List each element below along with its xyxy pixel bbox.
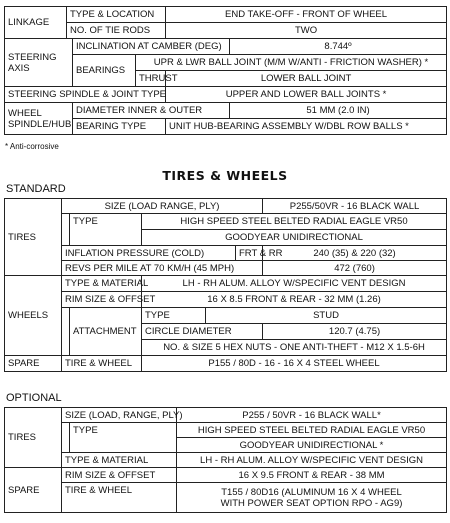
type-location-label: TYPE & LOCATION — [67, 7, 166, 23]
std-type-material-label: TYPE & MATERIAL — [62, 276, 142, 292]
steering-axis-label-line-1: STEERING — [8, 51, 57, 63]
opt-tire-wheel-label: TIRE & WHEEL — [62, 483, 177, 513]
standard-spec-table — [4, 198, 447, 372]
opt-rim-label: RIM SIZE & OFFSET — [62, 468, 177, 483]
inclination-label: INCLINATION AT CAMBER (DEG) — [73, 39, 230, 55]
std-inflation-label: INFLATION PRESSURE (COLD) — [62, 246, 236, 261]
std-circle-label: CIRCLE DIAMETER — [142, 324, 263, 340]
std-size-value: P255/50VR - 16 BLACK WALL — [263, 199, 447, 214]
opt-type-value-2: GOODYEAR UNIDIRECTIONAL * — [177, 438, 447, 453]
wheel-spindle-hub-label — [5, 103, 73, 135]
anti-corrosive-note: * Anti-corrosive — [5, 142, 59, 151]
opt-size-label: SIZE (LOAD, RANGE, PLY) — [62, 408, 177, 423]
thrust-label: THRUST — [136, 71, 166, 87]
std-spare-value: P155 / 80D - 16 - 16 X 4 STEEL WHEEL — [142, 356, 447, 372]
bearings-label: BEARINGS — [73, 55, 136, 87]
upr-lwr-value: UPR & LWR BALL JOINT (M/M W/ANTI - FRICTION WASHER) * — [136, 55, 447, 71]
opt-type-value-1: HIGH SPEED STEEL BELTED RADIAL EAGLE VR50 — [177, 423, 447, 438]
std-att-type-label: TYPE — [142, 308, 206, 324]
std-tires-label: TIRES — [5, 199, 62, 276]
std-rim-value: 16 X 8.5 FRONT & REAR - 32 MM (1.26) — [142, 292, 447, 308]
std-spare-label: SPARE — [5, 356, 62, 372]
std-att-type-value: STUD — [206, 308, 447, 324]
std-attachment-spacer — [62, 308, 70, 356]
opt-type-material-label: TYPE & MATERIAL — [62, 453, 177, 468]
opt-type-label: TYPE — [70, 423, 177, 453]
bearing-type-label: BEARING TYPE — [73, 119, 166, 135]
type-location-value: END TAKE-OFF - FRONT OF WHEEL — [166, 7, 447, 23]
steering-axis-label — [5, 39, 73, 87]
opt-type-spacer — [62, 423, 70, 453]
optional-section-label: OPTIONAL — [6, 392, 62, 404]
std-inflation-value: 240 (35) & 220 (32) — [263, 246, 447, 261]
std-circle-value: 120.7 (4.75) — [263, 324, 447, 340]
std-type-value-1: HIGH SPEED STEEL BELTED RADIAL EAGLE VR50 — [142, 214, 447, 230]
thrust-value: LOWER BALL JOINT — [166, 71, 447, 87]
std-type-label: TYPE — [70, 214, 142, 246]
std-no-size-value: NO. & SIZE 5 HEX NUTS - ONE ANTI-THEFT - M12 X 1.5-6H — [142, 340, 447, 356]
opt-spare-value-line-2: WITH POWER SEAT OPTION RPO - AG9) — [220, 497, 403, 509]
opt-spare-value-line-1: T155 / 80D16 (ALUMINUM 16 X 4 WHEEL — [221, 486, 402, 498]
std-type-spacer — [62, 214, 70, 246]
bearing-type-value: UNIT HUB-BEARING ASSEMBLY W/DBL ROW BALLS * — [166, 119, 447, 135]
std-revs-label: REVS PER MILE AT 70 KM/H (45 MPH) — [62, 261, 263, 276]
spindle-joint-label: STEERING SPINDLE & JOINT TYPE — [5, 87, 166, 103]
steering-axis-label-line-2: AXIS — [8, 62, 30, 74]
diameter-label: DIAMETER INNER & OUTER — [73, 103, 230, 119]
wheel-label-line-2: SPINDLE/HUB — [8, 118, 72, 130]
tie-rods-value: TWO — [166, 23, 447, 39]
diameter-value: 51 MM (2.0 IN) — [230, 103, 447, 119]
std-type-material-value: LH - RH ALUM. ALLOY W/SPECIFIC VENT DESIGN — [142, 276, 447, 292]
linkage-label: LINKAGE — [5, 7, 67, 39]
std-rim-label: RIM SIZE & OFFSET — [62, 292, 142, 308]
std-wheels-label: WHEELS — [5, 276, 62, 356]
std-tire-wheel-label: TIRE & WHEEL — [62, 356, 142, 372]
std-revs-value: 472 (760) — [263, 261, 447, 276]
tires-wheels-heading: TIRES & WHEELS — [162, 168, 288, 183]
spindle-joint-value: UPPER AND LOWER BALL JOINTS * — [166, 87, 447, 103]
opt-size-value: P255 / 50VR - 16 BLACK WALL* — [177, 408, 447, 423]
steering-spec-table — [4, 6, 447, 135]
opt-tires-label: TIRES — [5, 408, 62, 468]
wheel-label-line-1: WHEEL — [8, 107, 42, 119]
optional-spec-table — [4, 407, 447, 513]
std-size-label: SIZE (LOAD RANGE, PLY) — [62, 199, 263, 214]
std-type-value-2: GOODYEAR UNIDIRECTIONAL — [142, 230, 447, 246]
opt-spare-label: SPARE — [5, 468, 62, 513]
tie-rods-label: NO. OF TIE RODS — [67, 23, 166, 39]
opt-rim-value: 16 X 9.5 FRONT & REAR - 38 MM — [177, 468, 447, 483]
opt-type-material-value: LH - RH ALUM. ALLOY W/SPECIFIC VENT DESIGN — [177, 453, 447, 468]
std-attachment-label: ATTACHMENT — [70, 308, 142, 356]
inclination-value: 8.744º — [230, 39, 447, 55]
opt-spare-value — [177, 483, 447, 513]
std-frt-rr-label: FRT & RR — [236, 246, 263, 261]
standard-section-label: STANDARD — [6, 183, 66, 195]
